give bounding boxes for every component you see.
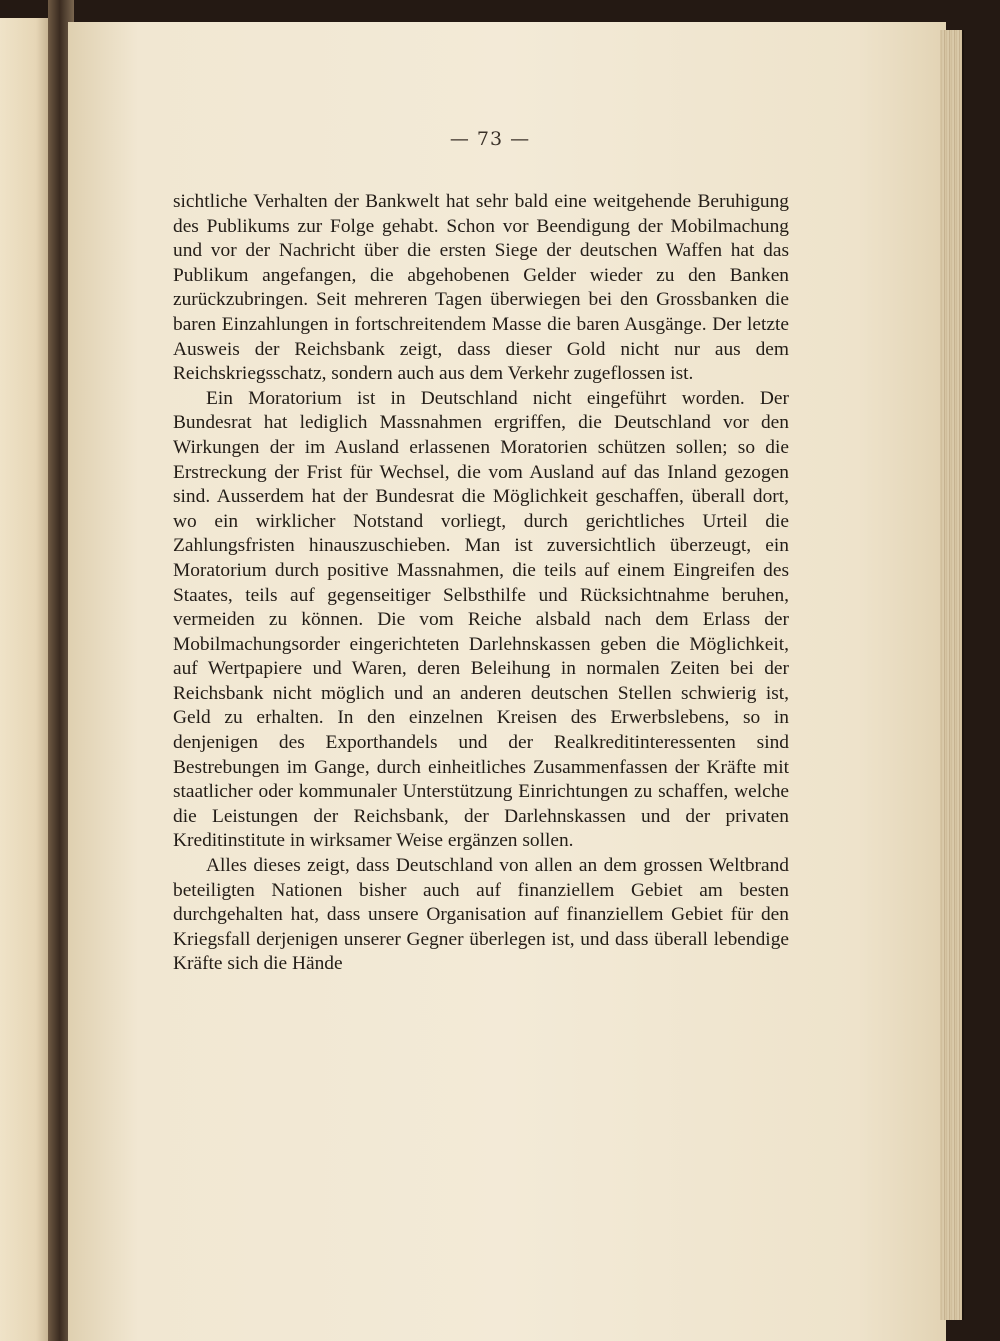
page-stack-edge [940, 30, 964, 1320]
paragraph-3: Alles dieses zeigt, dass Deutschland von allen an dem grossen Weltbrand beteiligten Nationen bisher auch auf finanziellem Gebiet am besten durchgehalten hat, dass unsere Organisation auf finanziellem Gebiet für den Kriegsfall derjenigen unserer Gegner überlegen ist, und dass überall lebendige Kräfte sich die Hände [173, 855, 789, 975]
body-text [173, 190, 789, 977]
paragraph-2: Ein Moratorium ist in Deutschland nicht eingeführt worden. Der Bundesrat hat lediglich Massnahmen ergriffen, die Deutschland vor den Wirkungen der im Ausland erlassenen Moratorien schützen sollen; so die Erstreckung der Frist für Wechsel, die vom Ausland auf das Inland gezogen sind. Ausserdem hat der Bundesrat die Möglichkeit geschaffen, überall dort, wo ein wirklicher Notstand vorliegt, durch gerichtliches Urteil die Zahlungsfristen hinauszuschieben. Man ist zuversichtlich überzeugt, ein Moratorium durch positive Massnahmen, die teils auf einem Eingreifen des Staates, teils auf gegenseitiger Selbsthilfe und Rücksichtnahme beruhen, vermeiden zu können. Die vom Reiche alsbald nach dem Erlass der Mobilmachungsorder eingerichteten Darlehnskassen geben die Möglichkeit, auf Wertpapiere und Waren, deren Beleihung in normalen Zeiten bei der Reichsbank nicht möglich und an anderen deutschen Stellen schwierig ist, Geld zu erhalten. In den einzelnen Kreisen des Erwerbslebens, so in denjenigen des Exporthandels und der Realkreditinteressenten sind Bestrebungen im Gange, durch einheitliches Zusammenfassen der Kräfte mit staatlicher oder kommunaler Unterstützung Einrichtungen zu schaffen, welche die Leistungen der Reichsbank, der Darlehnskassen und der privaten Kreditinstitute in wirksamer Weise ergänzen sollen. [173, 387, 789, 852]
paragraph-1: sichtliche Verhalten der Bankwelt hat sehr bald eine weitgehende Beruhigung des Publikums zur Folge gehabt. Schon vor Beendigung der Mobilmachung und vor der Nachricht über die ersten Siege der deutschen Waffen hat das Publikum angefangen, die abgehobenen Gelder wieder zu den Banken zurückzubringen. Seit mehreren Tagen überwiegen bei den Grossbanken die baren Einzahlungen in fortschreitendem Masse die baren Ausgänge. Der letzte Ausweis der Reichsbank zeigt, dass dieser Gold nicht nur aus dem Reichskriegsschatz, sondern auch aus dem Verkehr zugeflossen ist. [173, 191, 789, 385]
page-number: — 73 — [449, 128, 531, 150]
